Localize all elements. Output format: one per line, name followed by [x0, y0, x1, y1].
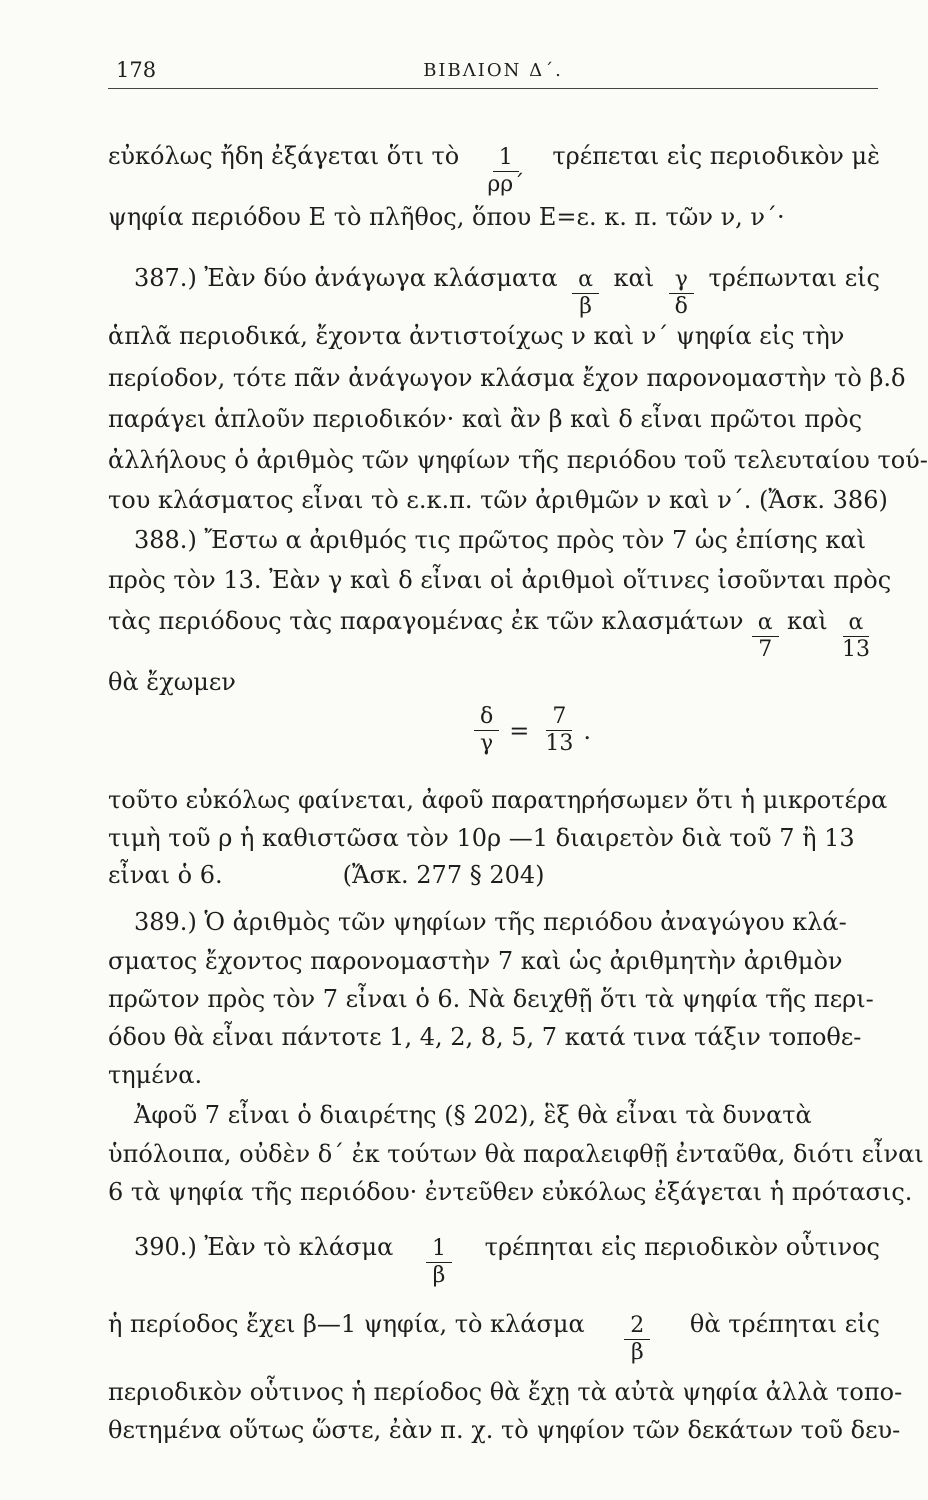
equation: $\frac{\delta}{\gamma}$ = $\frac{7}{13}$ .: [470, 704, 591, 757]
text-line: όδου θὰ εἶναι πάντοτε 1, 4, 2, 8, 5, 7 κατά τινα τάξιν τοποθε-: [108, 1023, 862, 1051]
fraction: $\frac{\alpha}{7}$: [752, 610, 779, 663]
text-line: 388.) Ἔστω α ἀριθμός τις πρῶτος πρὸς τὸν 7 ὡς ἐπίσης καὶ: [134, 526, 867, 554]
fraction: $\frac{\delta}{\gamma}$: [474, 704, 499, 757]
fraction: $\frac{\alpha}{13}$: [841, 610, 870, 662]
text-line: ὑπόλοιπα, οὐδὲν δ΄ ἐκ τούτων θὰ παραλειφθῇ ἐνταῦθα, διότι εἶναι: [108, 1140, 924, 1168]
text-line: τημένα.: [108, 1061, 203, 1089]
text-line: τιμὴ τοῦ ρ ἡ καθιστῶσα τὸν 10ρ —1 διαιρετὸν διὰ τοῦ 7 ἢ 13: [108, 824, 855, 852]
text-line: περιοδικὸν οὗτινος ἡ περίοδος θὰ ἔχῃ τὰ αὐτὰ ψηφία ἀλλὰ τοπο-: [108, 1378, 903, 1406]
text-line: θὰ ἔχωμεν: [108, 668, 236, 696]
text-line: ἁπλᾶ περιοδικά, ἔχοντα ἀντιστοίχως ν καὶ ν΄ ψηφία εἰς τὴν: [108, 322, 845, 350]
text-line: εὐκόλως ἤδη ἐξάγεται ὅτι τὸ $\frac{1}{\rho\rho΄}$ τρέπεται εἰς περιοδικὸν μὲ: [108, 142, 880, 197]
fraction: $\frac{1}{\beta}$: [426, 1236, 452, 1289]
fraction: $\frac{\alpha}{\beta}$: [572, 267, 599, 320]
text-line: του κλάσματος εἶναι τὸ ε.κ.π. τῶν ἀριθμῶν ν καὶ ν΄. (Ἄσκ. 386): [108, 486, 888, 514]
fraction: $\frac{7}{13}$: [545, 704, 574, 756]
text-line: 390.) Ἐὰν τὸ κλάσμα $\frac{1}{\beta}$ τρέπηται εἰς περιοδικὸν οὗτινος: [134, 1233, 880, 1288]
fraction: $\frac{\gamma}{\delta}$: [669, 267, 694, 320]
text-line: περίοδον, τότε πᾶν ἀνάγωγον κλάσμα ἔχον παρονομαστὴν τὸ β.δ: [108, 364, 906, 392]
text-line: τοῦτο εὐκόλως φαίνεται, ἀφοῦ παρατηρήσωμεν ὅτι ἡ μικροτέρα: [108, 786, 888, 814]
text-line: θετημένα οὕτως ὥστε, ἐὰν π. χ. τὸ ψηφίον τῶν δεκάτων τοῦ δευ-: [108, 1416, 901, 1444]
text-line: 6 τὰ ψηφία τῆς περιόδου· ἐντεῦθεν εὐκόλως ἐξάγεται ἡ πρότασις.: [108, 1178, 913, 1206]
text-line: τὰς περιόδους τὰς παραγομένας ἐκ τῶν κλασμάτων $\frac{\alpha}{7}$ καὶ $\frac{\alpha}{13}$: [108, 605, 880, 663]
text-line: ψηφία περιόδου Ε τὸ πλῆθος, ὅπου Ε=ε. κ. π. τῶν ν, ν΄·: [108, 203, 785, 231]
text-line: εἶναι ὁ 6. (Ἄσκ. 277 § 204): [108, 861, 545, 889]
page-header: [108, 58, 878, 89]
text-line: παράγει ἁπλοῦν περιοδικόν· καὶ ἂν β καὶ δ εἶναι πρῶτοι πρὸς: [108, 405, 863, 433]
text-line: 387.) Ἐὰν δύο ἀνάγωγα κλάσματα $\frac{\alpha}{\beta}$ καὶ $\frac{\gamma}{\delta}$ τρέπωνται εἰς: [134, 264, 880, 319]
text-line: ἡ περίοδος ἔχει β—1 ψηφία, τὸ κλάσμα $\frac{2}{\beta}$ θὰ τρέπηται εἰς: [108, 1310, 880, 1365]
fraction: $\frac{1}{\rho\rho΄}$: [487, 145, 525, 197]
text-line: Ἀφοῦ 7 εἶναι ὁ διαιρέτης (§ 202), ἓξ θὰ εἶναι τὰ δυνατὰ: [134, 1101, 812, 1129]
text-line: ἀλλήλους ὁ ἀριθμὸς τῶν ψηφίων τῆς περιόδου τοῦ τελευταίου τού-: [108, 446, 928, 474]
page-number: 178: [116, 58, 157, 82]
text-line: 389.) Ὁ ἀριθμὸς τῶν ψηφίων τῆς περιόδου ἀναγώγου κλά-: [134, 908, 847, 936]
text-line: πρὸς τὸν 13. Ἐὰν γ καὶ δ εἶναι οἱ ἀριθμοὶ οἵτινες ἰσοῦνται πρὸς: [108, 566, 892, 594]
text-line: σματος ἔχοντος παρονομαστὴν 7 καὶ ὡς ἀριθμητὴν ἀριθμὸν: [108, 947, 843, 975]
fraction: $\frac{2}{\beta}$: [624, 1313, 650, 1366]
text-line: πρῶτον πρὸς τὸν 7 εἶναι ὁ 6. Νὰ δειχθῇ ὅτι τὰ ψηφία τῆς περι-: [108, 985, 874, 1013]
running-head: ΒΙΒΛΙΟΝ Δ΄.: [423, 60, 563, 81]
